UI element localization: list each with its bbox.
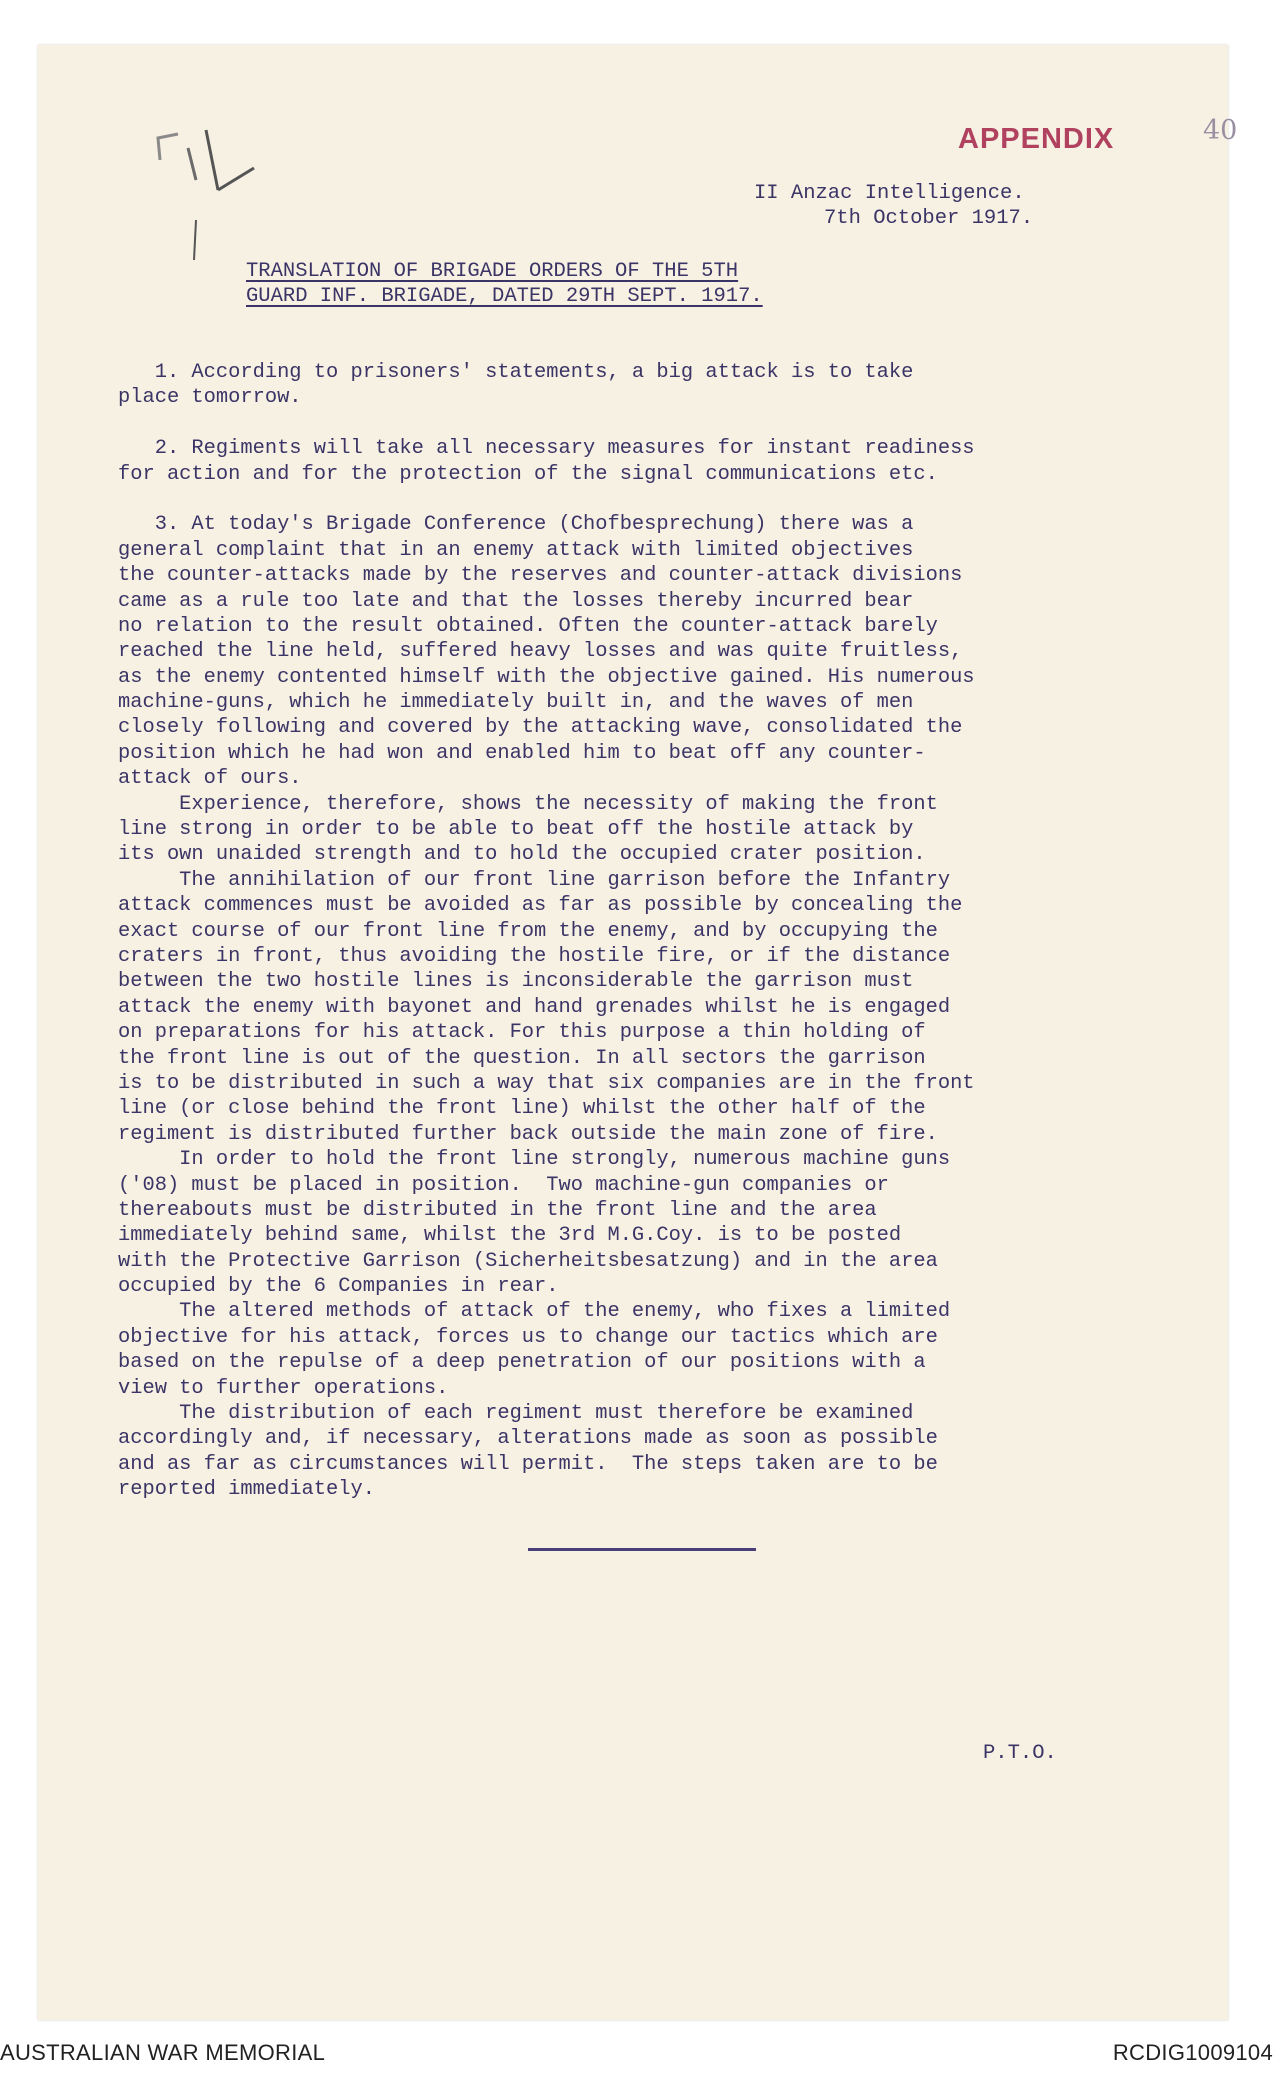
body-line: came as a rule too late and that the losses thereby incurred bear	[118, 589, 914, 613]
body-line: is to be distributed in such a way that six companies are in the front	[118, 1071, 975, 1095]
body-line: for action and for the protection of the signal communications etc.	[118, 462, 938, 486]
body-line: closely following and covered by the attacking wave, consolidated the	[118, 716, 963, 740]
body-line: exact course of our front line from the enemy, and by occupying the	[118, 919, 938, 943]
body-line: its own unaided strength and to hold the occupied crater position.	[118, 843, 926, 867]
body-line: the counter-attacks made by the reserves and counter-attack divisions	[118, 564, 963, 588]
body-line: The distribution of each regiment must therefore be examined	[118, 1402, 914, 1426]
body-line: general complaint that in an enemy attack with limited objectives	[118, 538, 914, 562]
body-line: thereabouts must be distributed in the front line and the area	[118, 1198, 877, 1222]
body-line: attack commences must be avoided as far as possible by concealing the	[118, 894, 963, 918]
body-line: In order to hold the front line strongly, numerous machine guns	[118, 1148, 951, 1172]
body-line: attack the enemy with bayonet and hand grenades whilst he is engaged	[118, 995, 951, 1019]
body-line: Experience, therefore, shows the necessity of making the front	[118, 792, 938, 816]
body-line: 3. At today's Brigade Conference (Chofbesprechung) there was a	[118, 513, 914, 537]
body-line: attack of ours.	[118, 767, 302, 791]
body-line: with the Protective Garrison (Sicherheitsbesatzung) and in the area	[118, 1249, 938, 1273]
body-line: on preparations for his attack. For this purpose a thin holding of	[118, 1021, 926, 1045]
body-line: machine-guns, which he immediately built in, and the waves of men	[118, 691, 914, 715]
header-office: II Anzac Intelligence.	[754, 182, 1025, 205]
body-line: reached the line held, suffered heavy losses and was quite fruitless,	[118, 640, 963, 664]
pto-note: P.T.O.	[983, 1742, 1057, 1765]
body-line: 2. Regiments will take all necessary measures for instant readiness	[118, 437, 975, 461]
footer-archive-name: AUSTRALIAN WAR MEMORIAL	[0, 2040, 326, 2065]
paragraph-3	[118, 512, 1198, 1502]
body-line: 1. According to prisoners' statements, a big attack is to take	[118, 361, 914, 384]
body-line: as the enemy contented himself with the objective gained. His numerous	[118, 665, 975, 689]
footer-reference-id: RCDIG1009104	[1112, 2040, 1273, 2065]
body-line: between the two hostile lines is inconsiderable the garrison must	[118, 970, 914, 994]
body-line: based on the repulse of a deep penetration of our positions with a	[118, 1351, 926, 1375]
folio-number: 40	[1203, 115, 1238, 146]
body-line: occupied by the 6 Companies in rear.	[118, 1275, 559, 1299]
body-line: view to further operations.	[118, 1376, 449, 1400]
header-date: 7th October 1917.	[824, 207, 1034, 230]
body-line: line (or close behind the front line) whilst the other half of the	[118, 1097, 926, 1121]
document-body	[118, 360, 1198, 1503]
body-line: the front line is out of the question. In all sectors the garrison	[118, 1046, 926, 1070]
body-line: place tomorrow.	[118, 386, 302, 410]
body-line: The annihilation of our front line garrison before the Infantry	[118, 868, 951, 892]
body-line: position which he had won and enabled him to beat off any counter-	[118, 741, 926, 765]
body-line: objective for his attack, forces us to change our tactics which are	[118, 1325, 938, 1349]
paragraph-1	[118, 360, 1198, 411]
paragraph-2	[118, 436, 1198, 487]
body-line: reported immediately.	[118, 1478, 375, 1502]
body-line: accordingly and, if necessary, alterations made as soon as possible	[118, 1427, 938, 1451]
body-line: immediately behind same, whilst the 3rd M.G.Coy. is to be posted	[118, 1224, 902, 1248]
body-line: ('08) must be placed in position. Two machine-gun companies or	[118, 1173, 889, 1197]
document-title-line-2: GUARD INF. BRIGADE, DATED 29TH SEPT. 1917.	[246, 285, 763, 308]
handwritten-mark	[148, 120, 258, 270]
document-title-line-1: TRANSLATION OF BRIGADE ORDERS OF THE 5TH	[246, 260, 739, 283]
body-line: The altered methods of attack of the enemy, who fixes a limited	[118, 1300, 951, 1324]
body-line: craters in front, thus avoiding the hostile fire, or if the distance	[118, 944, 951, 968]
body-line: no relation to the result obtained. Often the counter-attack barely	[118, 614, 938, 638]
body-line: line strong in order to be able to beat off the hostile attack by	[118, 818, 914, 842]
closing-rule	[528, 1548, 756, 1551]
document-page	[38, 45, 1238, 2020]
body-line: regiment is distributed further back outside the main zone of fire.	[118, 1122, 938, 1146]
body-line: and as far as circumstances will permit. The steps taken are to be	[118, 1452, 938, 1476]
appendix-stamp: APPENDIX	[958, 123, 1115, 155]
